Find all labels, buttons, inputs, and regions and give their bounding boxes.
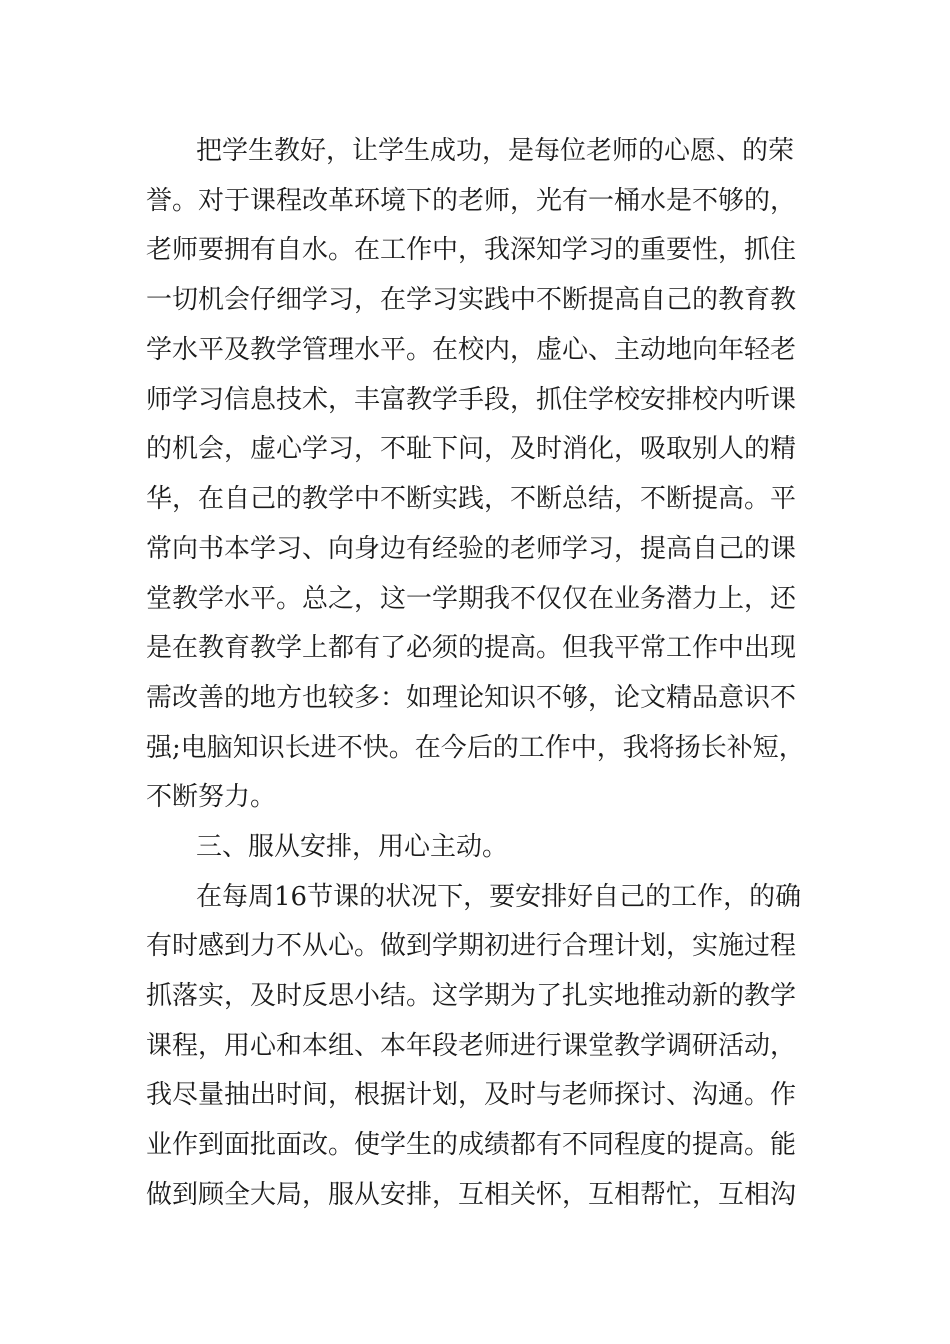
paragraph-line: 把学生教好，让学生成功，是每位老师的心愿、的荣 [196,136,795,166]
paragraph-line: 课程，用心和本组、本年段老师进行课堂教学调研活动， [146,1031,797,1061]
paragraph-line: 一切机会仔细学习，在学习实践中不断提高自己的教育教 [146,285,797,315]
paragraph-line: 在每周16节课的状况下，要安排好自己的工作，的确 [196,882,802,912]
paragraph-line: 是在教育教学上都有了必须的提高。但我平常工作中出现 [146,633,797,663]
paragraph-line: 师学习信息技术，丰富教学手段，抓住学校安排校内听课 [146,385,797,415]
paragraph-line: 的机会，虚心学习，不耻下问，及时消化，吸取别人的精 [146,434,797,464]
paragraph-line: 抓落实，及时反思小结。这学期为了扎实地推动新的教学 [146,981,797,1011]
paragraph-line: 学水平及教学管理水平。在校内，虚心、主动地向年轻老 [146,335,797,365]
paragraph-line: 老师要拥有自水。在工作中，我深知学习的重要性，抓住 [146,235,797,265]
paragraph-line: 业作到面批面改。使学生的成绩都有不同程度的提高。能 [146,1130,797,1160]
paragraph-line: 华，在自己的教学中不断实践，不断总结，不断提高。平 [146,484,797,514]
paragraph-line: 常向书本学习、向身边有经验的老师学习，提高自己的课 [146,534,797,564]
paragraph-line: 不断努力。 [146,782,277,812]
paragraph-line: 堂教学水平。总之，这一学期我不仅仅在业务潜力上，还 [146,584,797,614]
paragraph-line: 有时感到力不从心。做到学期初进行合理计划，实施过程 [146,931,797,961]
section-heading: 三、服从安排，用心主动。 [196,832,509,862]
paragraph-line: 誉。对于课程改革环境下的老师，光有一桶水是不够的， [146,186,797,216]
paragraph-line: 强;电脑知识长进不快。在今后的工作中，我将扬长补短， [146,733,805,763]
paragraph-line: 做到顾全大局，服从安排，互相关怀，互相帮忙，互相沟 [146,1180,797,1210]
paragraph-line: 需改善的地方也较多：如理论知识不够，论文精品意识不 [146,683,797,713]
paragraph-line: 我尽量抽出时间，根据计划，及时与老师探讨、沟通。作 [146,1080,797,1110]
